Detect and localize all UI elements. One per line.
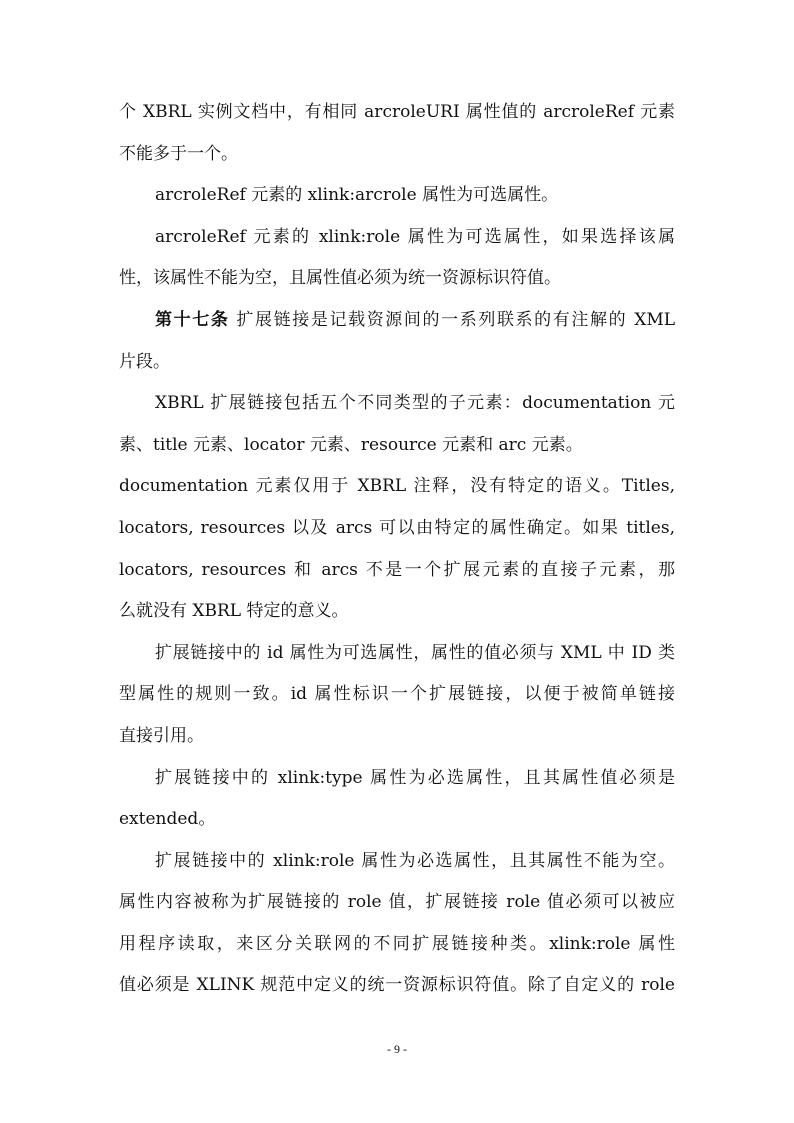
text-line: 扩展链接是记载资源间的一系列联系的有注解的 XML <box>236 309 675 330</box>
text-line: 扩展链接中的 xlink:type 属性为必选属性，且其属性值必须是 <box>155 767 675 788</box>
text-line: 片段。 <box>119 351 170 372</box>
document-body <box>119 92 675 1007</box>
text-line: 值必须是 XLINK 规范中定义的统一资源标识符值。除了自定义的 role <box>119 975 675 996</box>
text-line: 型属性的规则一致。id 属性标识一个扩展链接，以便于被简单链接 <box>119 684 675 705</box>
text-line: 么就没有 XBRL 特定的意义。 <box>119 601 349 622</box>
text-line: 用程序读取，来区分关联网的不同扩展链接种类。xlink:role 属性 <box>119 933 675 954</box>
text-line: 直接引用。 <box>119 725 204 746</box>
text-line: locators, resources 和 arcs 不是一个扩展元素的直接子元素，那 <box>119 559 675 580</box>
text-line: XBRL 扩展链接包括五个不同类型的子元素：documentation 元 <box>155 393 675 414</box>
text-line: 个 XBRL 实例文档中，有相同 arcroleURI 属性值的 arcroleRef 元素 <box>119 102 675 122</box>
page-number: - 9 - <box>387 1042 407 1056</box>
text-line: 素、title 元素、locator 元素、resource 元素和 arc 元素。 <box>119 434 583 455</box>
text-line: 扩展链接中的 xlink:role 属性为必选属性，且其属性不能为空。 <box>155 850 675 871</box>
text-line: 属性内容被称为扩展链接的 role 值，扩展链接 role 值必须可以被应 <box>119 892 675 913</box>
text-line: locators, resources 以及 arcs 可以由特定的属性确定。如果 titles, <box>119 517 675 538</box>
text-line: documentation 元素仅用于 XBRL 注释，没有特定的语义。Titles, <box>119 476 675 497</box>
text-line: arcroleRef 元素的 xlink:arcrole 属性为可选属性。 <box>155 185 559 206</box>
text-line: arcroleRef 元素的 xlink:role 属性为可选属性，如果选择该属 <box>155 226 675 247</box>
text-line: 不能多于一个。 <box>119 143 238 164</box>
text-line: extended。 <box>119 809 216 830</box>
text-line: 扩展链接中的 id 属性为可选属性，属性的值必须与 XML 中 ID 类 <box>155 642 675 663</box>
text-line: 性，该属性不能为空，且属性值必须为统一资源标识符值。 <box>119 268 561 289</box>
article-label: 第十七条 <box>155 309 230 330</box>
article-line <box>119 300 675 342</box>
